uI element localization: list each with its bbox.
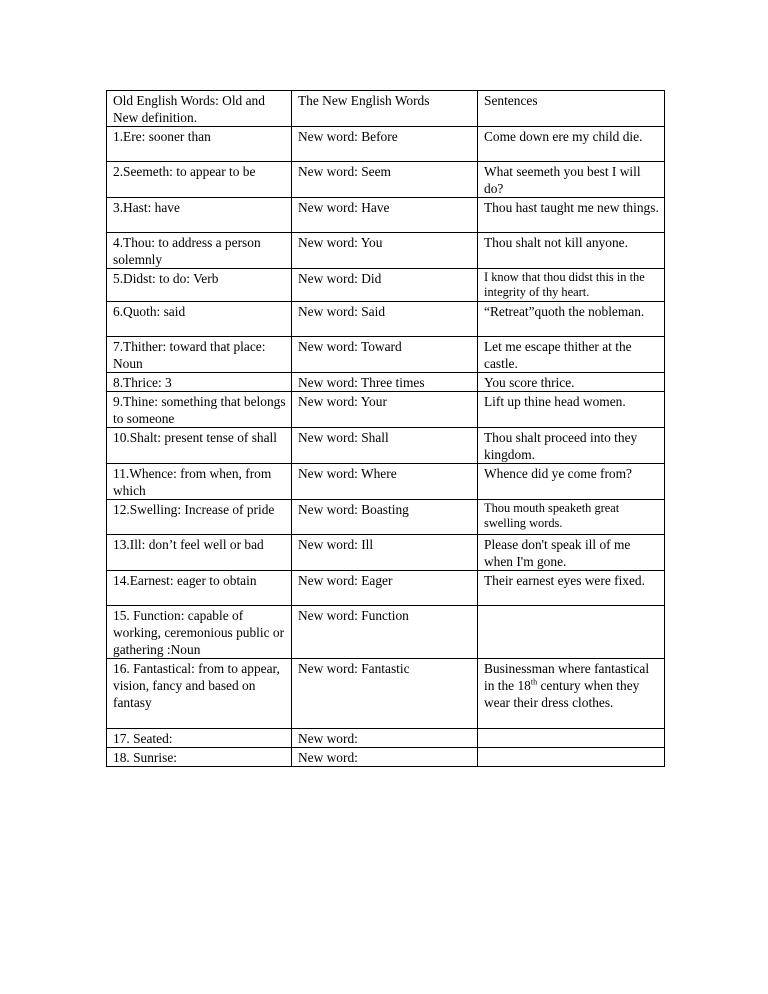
sentence-cell: [478, 659, 665, 729]
sentence-cell: Let me escape thither at the castle.: [478, 337, 665, 373]
table-row: [107, 606, 665, 659]
old-word-cell: 3.Hast: have: [107, 198, 292, 233]
old-word-cell: 12.Swelling: Increase of pride: [107, 500, 292, 535]
table-row: [107, 748, 665, 767]
vocabulary-table: [106, 90, 665, 767]
new-word-cell: New word: Shall: [292, 428, 478, 464]
header-new-english: The New English Words: [292, 91, 478, 127]
sentence-cell: Thou shalt not kill anyone.: [478, 233, 665, 269]
old-word-cell: 18. Sunrise:: [107, 748, 292, 767]
new-word-cell: New word: Ill: [292, 535, 478, 571]
table-row: [107, 162, 665, 198]
sentence-cell: You score thrice.: [478, 373, 665, 392]
new-word-cell: New word: Did: [292, 269, 478, 302]
old-word-cell: 16. Fantastical: from to appear, vision, fancy and based on fantasy: [107, 659, 292, 729]
old-word-cell: 7.Thither: toward that place: Noun: [107, 337, 292, 373]
table-row: [107, 198, 665, 233]
new-word-cell: New word: Three times: [292, 373, 478, 392]
header-old-english: Old English Words: Old and New definition.: [107, 91, 292, 127]
old-word-cell: 6.Quoth: said: [107, 302, 292, 337]
table-row: [107, 373, 665, 392]
table-row: [107, 337, 665, 373]
table-row: [107, 535, 665, 571]
new-word-cell: New word: Your: [292, 392, 478, 428]
new-word-cell: New word: Have: [292, 198, 478, 233]
sentence-cell: [478, 729, 665, 748]
old-word-cell: 14.Earnest: eager to obtain: [107, 571, 292, 606]
new-word-cell: New word: Where: [292, 464, 478, 500]
sentence-cell: Please don't speak ill of me when I'm gone.: [478, 535, 665, 571]
new-word-cell: New word: You: [292, 233, 478, 269]
old-word-cell: 8.Thrice: 3: [107, 373, 292, 392]
sentence-cell: [478, 606, 665, 659]
old-word-cell: 2.Seemeth: to appear to be: [107, 162, 292, 198]
old-word-cell: 4.Thou: to address a person solemnly: [107, 233, 292, 269]
old-word-cell: 11.Whence: from when, from which: [107, 464, 292, 500]
sentence-text-end: century when they wear their dress clothes.: [484, 678, 640, 710]
table-row: [107, 571, 665, 606]
table-row: [107, 302, 665, 337]
header-sentences: Sentences: [478, 91, 665, 127]
sentence-cell: Thou shalt proceed into they kingdom.: [478, 428, 665, 464]
table-row: [107, 392, 665, 428]
new-word-cell: New word: Eager: [292, 571, 478, 606]
sentence-text-start: Businessman where fantastical in the 18: [484, 661, 650, 693]
old-word-cell: 1.Ere: sooner than: [107, 127, 292, 162]
old-word-cell: 10.Shalt: present tense of shall: [107, 428, 292, 464]
old-word-cell: 5.Didst: to do: Verb: [107, 269, 292, 302]
sentence-cell: What seemeth you best I will do?: [478, 162, 665, 198]
new-word-cell: New word: Boasting: [292, 500, 478, 535]
table-row: [107, 428, 665, 464]
sentence-cell: Thou hast taught me new things.: [478, 198, 665, 233]
new-word-cell: New word: Fantastic: [292, 659, 478, 729]
sentence-cell: Thou mouth speaketh great swelling words.: [478, 500, 665, 535]
table-row: [107, 127, 665, 162]
table-row: [107, 729, 665, 748]
new-word-cell: New word:: [292, 729, 478, 748]
table-row: [107, 233, 665, 269]
table-row: [107, 659, 665, 729]
ordinal-superscript: th: [530, 677, 538, 687]
sentence-cell: Come down ere my child die.: [478, 127, 665, 162]
sentence-cell: Whence did ye come from?: [478, 464, 665, 500]
sentence-cell: [478, 748, 665, 767]
table-row: [107, 464, 665, 500]
sentence-cell: I know that thou didst this in the integrity of thy heart.: [478, 269, 665, 302]
table-row: [107, 500, 665, 535]
new-word-cell: New word: Before: [292, 127, 478, 162]
new-word-cell: New word: Said: [292, 302, 478, 337]
sentence-cell: Their earnest eyes were fixed.: [478, 571, 665, 606]
old-word-cell: 15. Function: capable of working, ceremonious public or gathering :Noun: [107, 606, 292, 659]
old-word-cell: 9.Thine: something that belongs to someone: [107, 392, 292, 428]
old-word-cell: 13.Ill: don’t feel well or bad: [107, 535, 292, 571]
table-row: [107, 269, 665, 302]
sentence-cell: Lift up thine head women.: [478, 392, 665, 428]
new-word-cell: New word:: [292, 748, 478, 767]
sentence-cell: “Retreat”quoth the nobleman.: [478, 302, 665, 337]
new-word-cell: New word: Function: [292, 606, 478, 659]
new-word-cell: New word: Toward: [292, 337, 478, 373]
new-word-cell: New word: Seem: [292, 162, 478, 198]
table-header-row: [107, 91, 665, 127]
old-word-cell: 17. Seated:: [107, 729, 292, 748]
